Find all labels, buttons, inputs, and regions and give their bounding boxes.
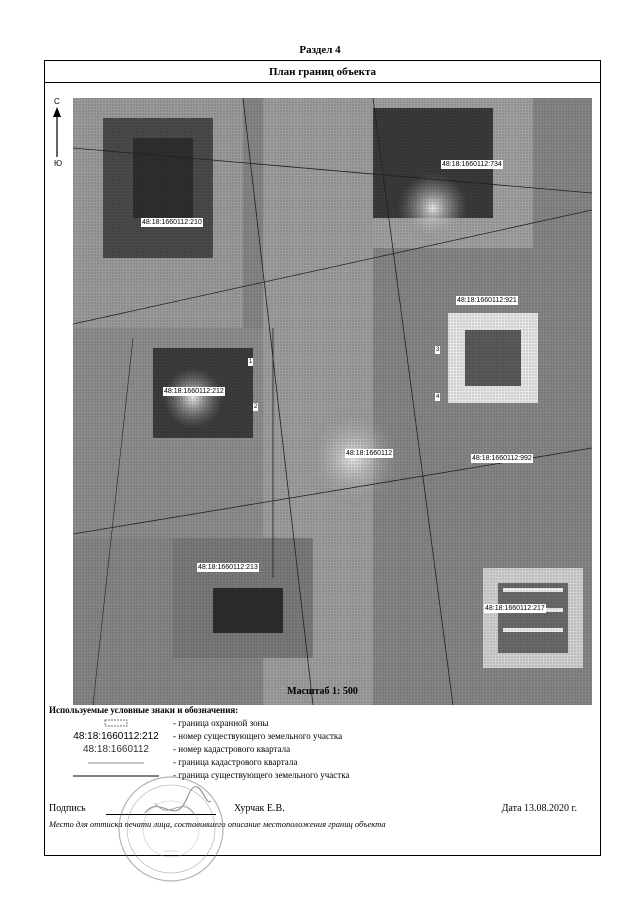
legend-desc: - номер кадастрового квартала [173, 744, 291, 754]
point-label: 4 [436, 394, 440, 400]
parcel-label: 48:18:1660112:212 [164, 388, 224, 395]
legend-desc: - номер существующего земельного участка [173, 731, 343, 741]
quarter-boundary-symbol [57, 757, 175, 768]
parcel-label: 48:18:1660112:210 [142, 219, 202, 226]
legend-item [45, 718, 585, 730]
section-title: Раздел 4 [299, 44, 341, 56]
legend-symbol: 48:18:1660112 [83, 744, 149, 755]
point-label: 2 [254, 404, 258, 410]
signer-name: Хурчак Е.В. [234, 803, 285, 814]
seal-stamp-icon [115, 773, 227, 885]
parcel-label: 48:18:1660112:992 [472, 455, 532, 462]
satellite-map [73, 98, 592, 705]
compass-indicator [50, 97, 72, 177]
signature-label: Подпись [49, 803, 86, 814]
signature-date: Дата 13.08.2020 г. [501, 803, 577, 814]
map-imagery [73, 98, 592, 705]
point-label: 3 [436, 347, 440, 353]
parcel-label: 48:18:1660112 [346, 450, 393, 457]
parcel-label: 48:18:1660112:213 [198, 564, 258, 571]
parcel-label: 48:18:1660112:734 [442, 161, 502, 168]
legend-desc: - граница существующего земельного участка [173, 770, 350, 780]
parcel-label: 48:18:1660112:921 [457, 297, 517, 304]
legend-desc: - граница кадастрового квартала [173, 757, 298, 767]
legend-item [45, 757, 585, 769]
plan-header: План границ объекта [45, 61, 600, 83]
point-label: 1 [249, 359, 253, 365]
legend-item [45, 744, 585, 756]
compass-south: Ю [54, 159, 63, 168]
legend-title: Используемые условные знаки и обозначения: [49, 705, 239, 715]
protection-zone-symbol [57, 718, 175, 729]
parcel-label: 48:18:1660112:217 [485, 605, 545, 612]
map-scale: Масштаб 1: 500 [287, 686, 358, 697]
north-arrow-icon [50, 107, 72, 163]
compass-north: С [54, 97, 60, 106]
stamp-note: Место для оттиска печати лица, составившего описание местоположения границ объекта [49, 819, 386, 829]
legend-item [45, 731, 585, 743]
document-frame [44, 60, 601, 856]
legend-desc: - граница охранной зоны [173, 718, 269, 728]
legend-symbol: 48:18:1660112:212 [73, 731, 159, 742]
